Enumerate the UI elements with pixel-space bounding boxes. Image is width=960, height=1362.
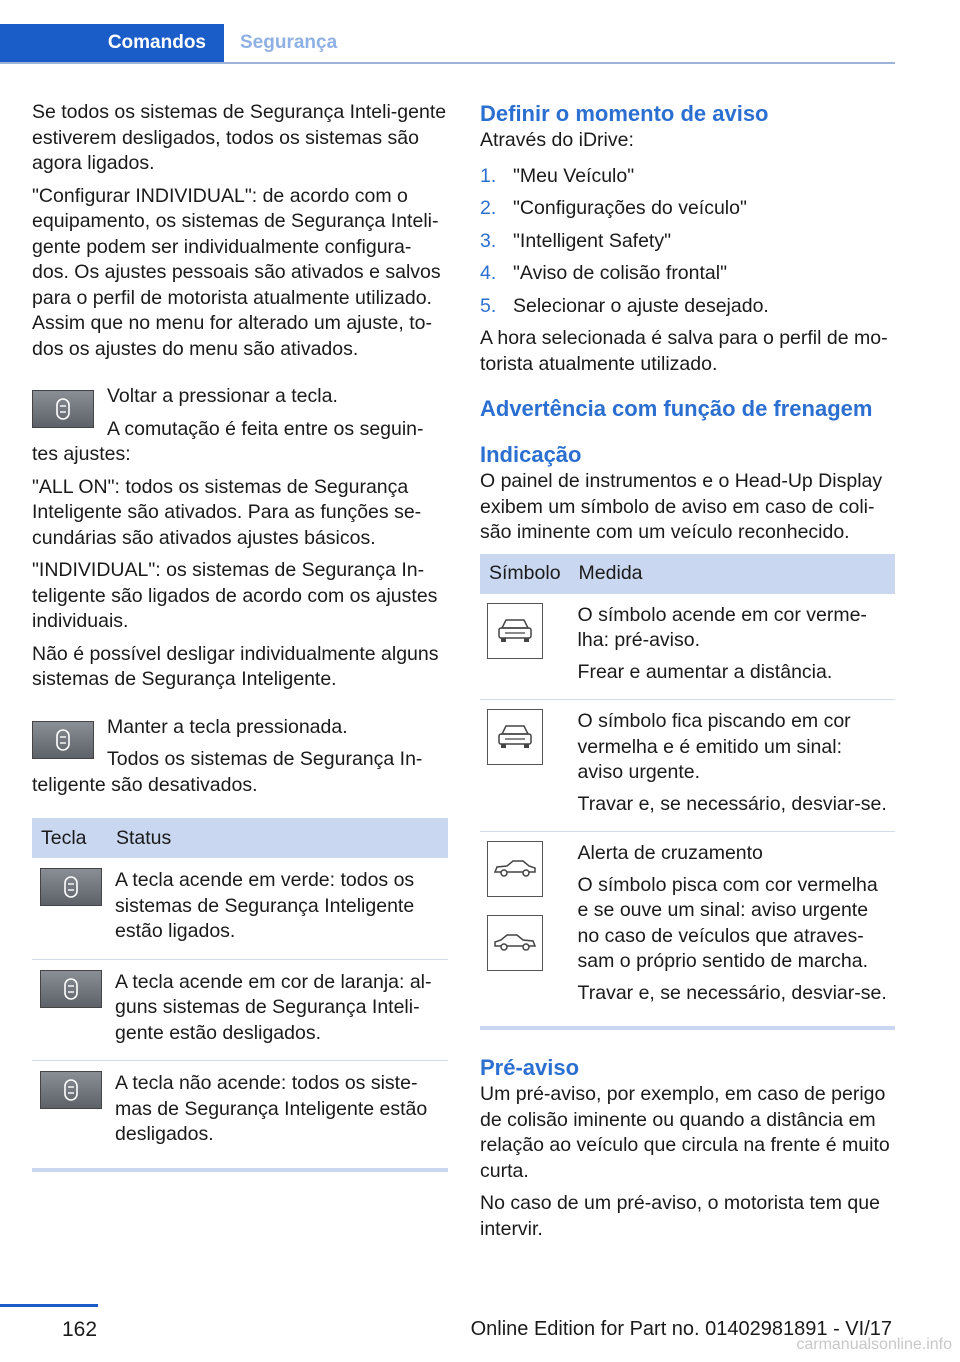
safety-button-icon xyxy=(40,868,102,906)
table-header-row xyxy=(32,818,448,858)
page-number: 162 xyxy=(62,1318,98,1341)
paragraph: No caso de um pré-aviso, o motorista tem que intervir. xyxy=(480,1192,880,1240)
paragraph: A hora selecionada é salva para o perfil de mo‐torista atualmente utilizado. xyxy=(480,327,888,375)
car-front-icon xyxy=(487,603,543,659)
column-header-status: Status xyxy=(107,818,448,858)
measure-text: O símbolo acende em cor verme‐lha: pré-aviso. xyxy=(577,603,867,651)
tab-seguranca[interactable]: Segurança xyxy=(240,32,338,53)
table-row xyxy=(32,959,448,1061)
paragraph: "ALL ON": todos os sistemas de Segurança Inteligente são ativados. Para as funções se‐cundárias são ativados ajustes básicos. xyxy=(32,475,422,549)
header-tabbar xyxy=(0,24,895,64)
table-row xyxy=(480,700,895,832)
key-instruction: Manter a tecla pressionada. xyxy=(107,715,348,738)
paragraph: "INDIVIDUAL": os sistemas de Segurança In‐teligente são ligados de acordo com os ajustes individuais. xyxy=(32,559,438,632)
measure-text: Alerta de cruzamento xyxy=(577,842,763,864)
column-header-medida: Medida xyxy=(570,554,895,594)
list-item: 4. "Aviso de colisão frontal" xyxy=(480,262,728,284)
list-item: 2. "Configurações do veículo" xyxy=(480,197,747,219)
paragraph: Através do iDrive: xyxy=(480,129,634,151)
subsection-heading: Indicação xyxy=(480,442,582,467)
measure-text: Frear e aumentar a distância. xyxy=(577,660,833,683)
section-heading: Advertência com função de frenagem xyxy=(480,396,873,421)
table-row xyxy=(480,594,895,700)
table-row xyxy=(32,858,448,959)
safety-button-icon xyxy=(40,970,102,1008)
subsection-heading: Pré-aviso xyxy=(480,1055,580,1080)
key-hold-block xyxy=(32,715,448,799)
measure-text: Travar e, se necessário, desviar-se. xyxy=(577,981,887,1004)
key-instruction: Voltar a pressionar a tecla. xyxy=(107,385,338,407)
table-row xyxy=(32,1061,448,1170)
safety-button-icon xyxy=(40,1071,102,1109)
paragraph: O painel de instrumentos e o Head-Up Display exibem um símbolo de aviso em caso de coli‐são iminente com um veículo reconhecido. xyxy=(480,470,883,543)
table-header-row xyxy=(480,554,895,594)
column-header-simbolo: Símbolo xyxy=(480,554,570,594)
tab-comandos[interactable]: Comandos xyxy=(0,24,224,62)
steps-list xyxy=(480,164,895,320)
symbol-table xyxy=(480,554,895,1031)
car-side-icon xyxy=(487,841,543,897)
measure-text: O símbolo fica piscando em cor vermelha e é emitido um sinal: aviso urgente. xyxy=(577,710,851,783)
table-row xyxy=(480,832,895,1029)
paragraph: Não é possível desligar individualmente alguns sistemas de Segurança Inteligente. xyxy=(32,642,439,690)
car-side-icon xyxy=(487,915,543,971)
status-text: A tecla acende em cor de laranja: al‐guns sistemas de Segurança Inteli‐gente estão desligados. xyxy=(115,970,432,1044)
list-item: 1. "Meu Veículo" xyxy=(480,164,635,187)
paragraph: Um pré-aviso, por exemplo, em caso de perigo de colisão iminente ou quando a distância em relação ao veículo que circula na frente é muito curta. xyxy=(480,1083,890,1182)
key-status-table xyxy=(32,818,448,1172)
footer-rule xyxy=(0,1304,98,1307)
edition-note: Online Edition for Part no. 01402981891 - VI/17 xyxy=(470,1318,892,1340)
section-heading: Definir o momento de aviso xyxy=(480,101,769,126)
key-press-block xyxy=(32,384,448,468)
measure-text: O símbolo pisca com cor vermelha e se ouve um sinal: aviso urgente no caso de veículos que atraves‐sam o próprio sentido de marcha. xyxy=(577,873,878,972)
safety-button-icon xyxy=(32,721,94,759)
paragraph: A comutação é feita entre os seguin‐tes ajustes: xyxy=(32,417,424,465)
list-item: 3. "Intelligent Safety" xyxy=(480,229,672,252)
left-column xyxy=(32,100,448,1172)
watermark: carmanualsonline.info xyxy=(796,1336,952,1353)
safety-button-icon xyxy=(32,390,94,428)
paragraph: Todos os sistemas de Segurança In‐teligente são desativados. xyxy=(32,748,423,796)
list-item: 5. Selecionar o ajuste desejado. xyxy=(480,294,769,317)
status-text: A tecla não acende: todos os siste‐mas de Segurança Inteligente estão desligados. xyxy=(115,1072,428,1145)
right-column xyxy=(480,100,895,1249)
paragraph: "Configurar INDIVIDUAL": de acordo com o equipamento, os sistemas de Segurança Inteli‐gente podem ser individualmente configura‐dos. Os ajustes pessoais são ativados e salvos para o perfil de motorista atualmente utilizado. Assim que no menu for alterado um ajuste, to‐dos os ajustes do menu são ativados. xyxy=(32,184,441,360)
status-text: A tecla acende em verde: todos os sistemas de Segurança Inteligente estão ligados. xyxy=(115,869,415,942)
column-header-tecla: Tecla xyxy=(32,818,107,858)
paragraph: Se todos os sistemas de Segurança Inteli‐gente estiverem desligados, todos os sistemas são agora ligados. xyxy=(32,101,447,174)
car-front-icon xyxy=(487,709,543,765)
measure-text: Travar e, se necessário, desviar-se. xyxy=(577,792,887,815)
